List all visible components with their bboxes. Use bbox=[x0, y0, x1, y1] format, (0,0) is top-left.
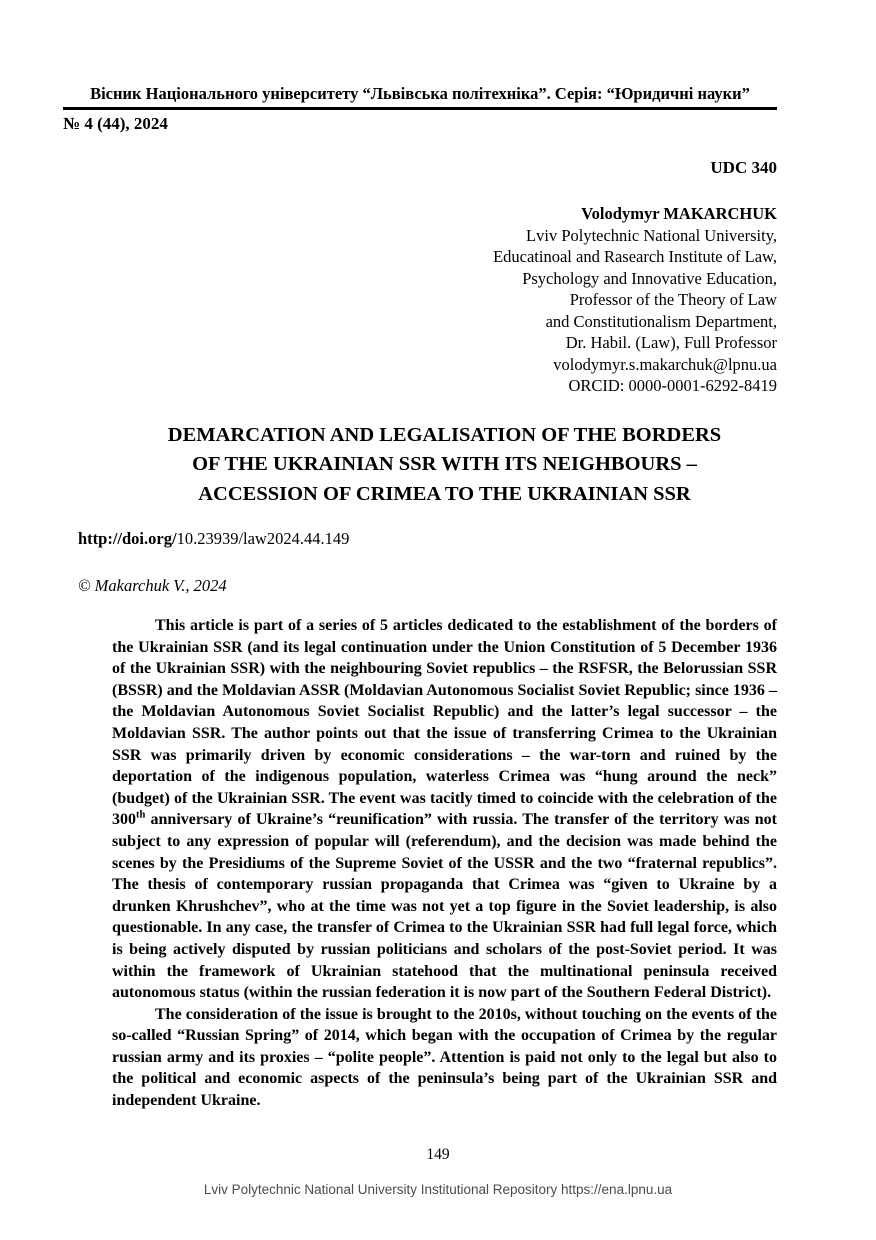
copyright-line: © Makarchuk V., 2024 bbox=[78, 576, 227, 595]
journal-header bbox=[63, 84, 777, 134]
article-title bbox=[112, 421, 777, 510]
article-title-line-3: ACCESSION OF CRIMEA TO THE UKRAINIAN SSR bbox=[198, 482, 691, 505]
author-affiliation-line: Professor of the Theory of Law bbox=[569, 290, 777, 309]
author-name: Volodymyr MAKARCHUK bbox=[581, 204, 777, 223]
abstract-section bbox=[112, 615, 777, 1112]
doi-prefix: http://doi.org/ bbox=[78, 529, 177, 548]
abstract-p1-text: This article is part of a series of 5 articles dedicated to the establishment of the borders of the Ukrainian SSR (and its legal continuation under the Union Constitution of 5 December 1936 of the Ukrainian SSR) with the neighbouring Soviet republics – the RSFSR, the Belorussian SSR (BSSR) and the Moldavian ASSR (Moldavian Autonomous Socialist Soviet Republic; since 1936 – the Moldavian Autonomous Soviet Socialist Republic) and the latter’s legal successor – the Moldavian SSR. The author points out that the issue of transferring Crimea to the Ukrainian SSR was primarily driven by economic considerations – the war-torn and ruined by the deportation of the indigenous population, waterless Crimea was “hung around the neck” (budget) of the Ukrainian SSR. The event was tacitly timed to coincide with the celebration of the 300 bbox=[112, 617, 777, 829]
author-affiliation-line: Lviv Polytechnic National University, bbox=[526, 225, 777, 245]
abstract-paragraph-1 bbox=[112, 615, 777, 1004]
doi-path: 10.23939/law2024.44.149 bbox=[176, 529, 350, 548]
journal-issue: № 4 (44), 2024 bbox=[63, 114, 168, 133]
author-affiliation-line: Educatinoal and Rasearch Institute of Law, bbox=[493, 247, 777, 266]
udc-code: UDC 340 bbox=[710, 158, 777, 177]
author-affiliation-line: and Constitutionalism Department, bbox=[545, 311, 777, 331]
article-title-line-2: OF THE UKRAINIAN SSR WITH ITS NEIGHBOURS – bbox=[192, 453, 697, 475]
doi-line[interactable] bbox=[78, 529, 777, 549]
author-orcid: ORCID: 0000-0001-6292-8419 bbox=[568, 376, 777, 395]
repository-footer-link[interactable]: Lviv Polytechnic National University Institutional Repository https://ena.lpnu.ua bbox=[203, 1182, 673, 1197]
journal-masthead: Вісник Національного університету “Львівська політехніка”. Серія: “Юридичні науки” bbox=[63, 84, 777, 110]
abstract-p1-text-cont: anniversary of Ukraine’s “reunification” with russia. The transfer of the territory was not subject to any expression of popular will (referendum), and the decision was made behind the scenes by the Presidiums of the Supreme Soviet of the USSR and the two “fraternal republics”. The thesis of contemporary russian propaganda that Crimea was “given to Ukraine by a drunken Khrushchev”, who at the time was not yet a top figure in the Soviet leadership, is also questionable. In any case, the transfer of Crimea to the Ukrainian SSR had full legal force, which is being actively disputed by russian politicians and scholars of the post-Soviet period. It was within the framework of Ukrainian statehood that the multinational peninsula received autonomous status (within the russian federation it is now part of the Southern Federal District). bbox=[112, 811, 777, 1002]
page-number: 149 bbox=[426, 1146, 450, 1163]
ordinal-superscript: th bbox=[136, 810, 146, 822]
article-title-line-1: DEMARCATION AND LEGALISATION OF THE BORDERS bbox=[167, 423, 722, 446]
author-affiliation-line: Psychology and Innovative Education, bbox=[522, 268, 777, 288]
abstract-paragraph-2: The consideration of the issue is brought to the 2010s, without touching on the events of the so-called “Russian Spring” of 2014, which began with the occupation of Crimea by the regular russian army and its proxies – “polite people”. Attention is paid not only to the legal but also to the political and economic aspects of the peninsula’s being part of the Ukrainian SSR and independent Ukraine. bbox=[112, 1005, 777, 1110]
author-affiliation-line: Dr. Habil. (Law), Full Professor bbox=[565, 333, 777, 352]
author-block bbox=[63, 203, 777, 397]
author-email[interactable]: volodymyr.s.makarchuk@lpnu.ua bbox=[553, 354, 777, 374]
